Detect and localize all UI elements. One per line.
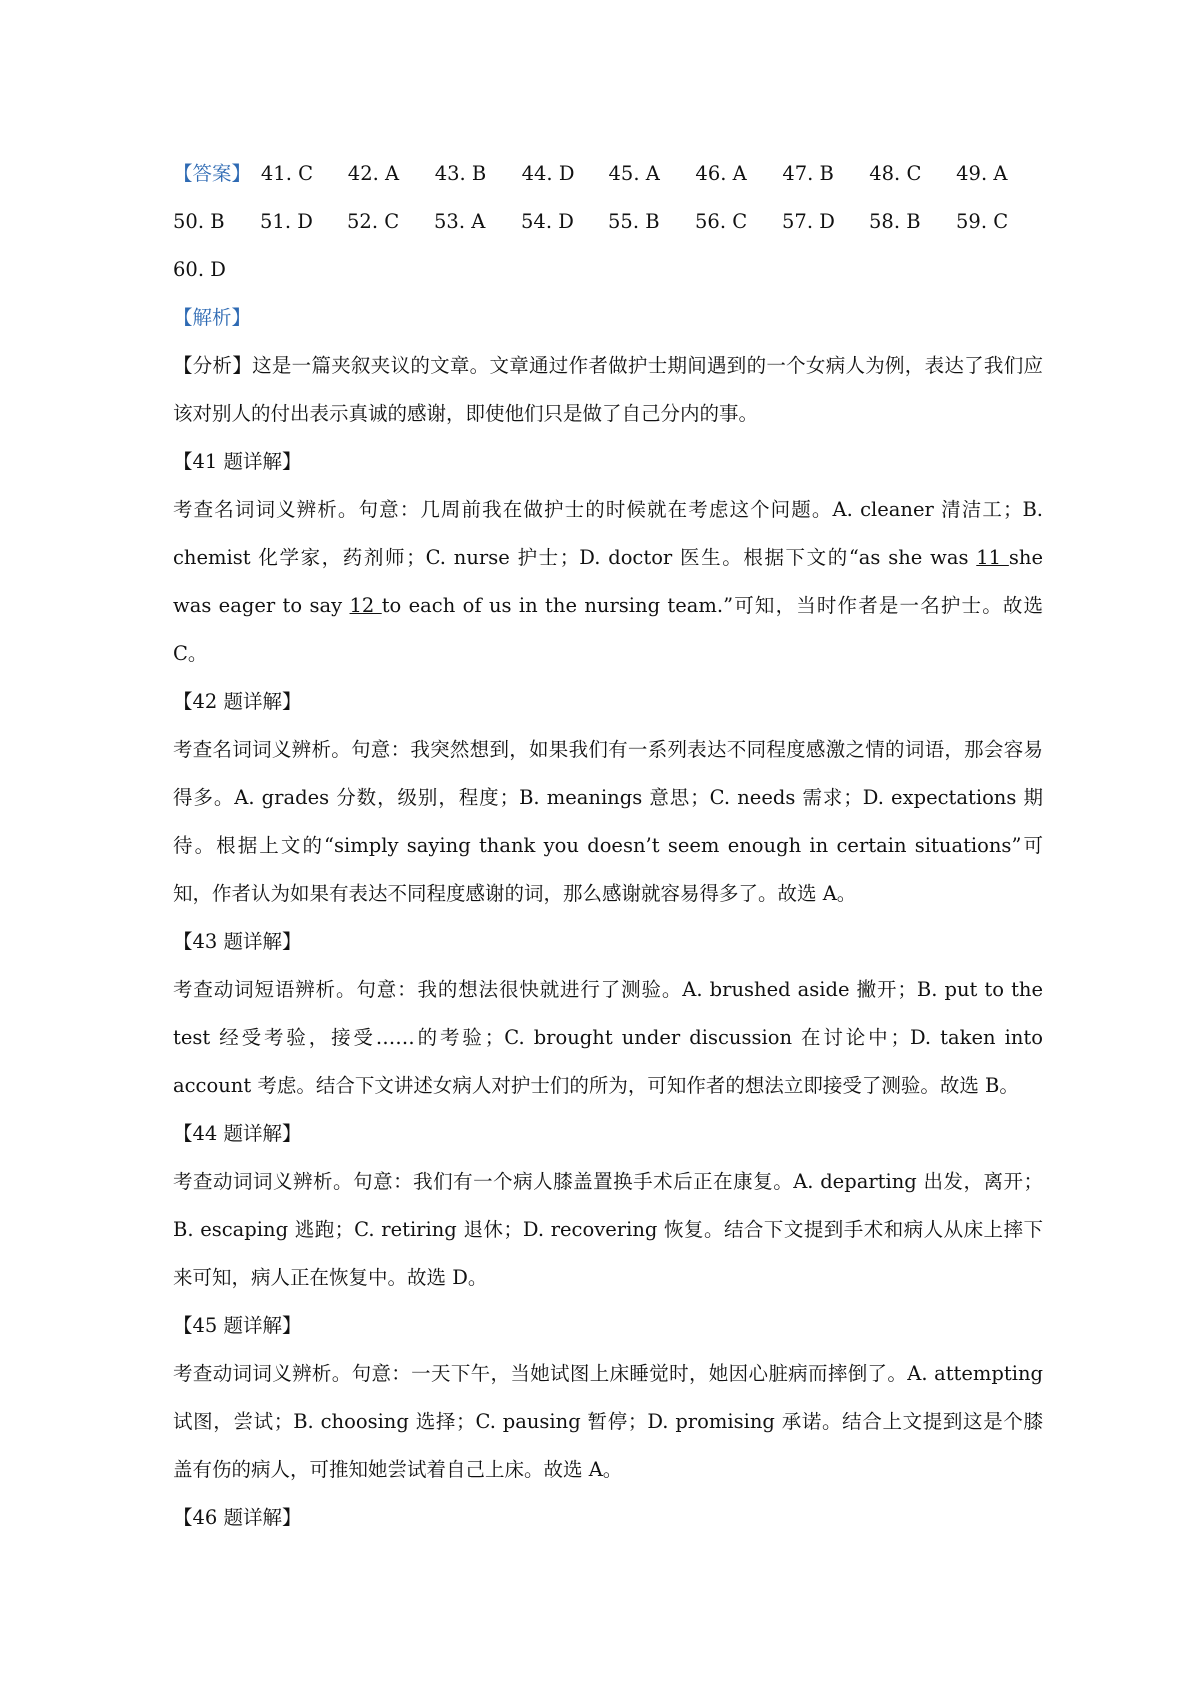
answer-item: 58. B <box>869 210 921 233</box>
summary-text: 这是一篇夹叙夹议的文章。文章通过作者做护士期间遇到的一个女病人为例，表达了我们应该对别人的付出表示真诚的感谢，即使他们只是做了自己分内的事。 <box>173 354 1043 425</box>
q42-paragraph: 考查名词词义辨析。句意：我突然想到，如果我们有一系列表达不同程度感激之情的词语，那会容易得多。A. grades 分数，级别，程度；B. meanings 意思；C. needs 需求；D. expectations 期待。根据上文的“simply saying thank you doesn’t seem enough in certain situations”可知，作者认为如果有表达不同程度感谢的词，那么感谢就容易得多了。故选 A。 <box>173 738 1043 905</box>
answer-item: 41. C <box>260 162 314 185</box>
answer-item: 51. D <box>260 210 313 233</box>
answer-item: 43. B <box>434 162 487 185</box>
answer-row-2 <box>173 198 1043 246</box>
answer-item: 53. A <box>434 210 486 233</box>
answer-item: 57. D <box>782 210 835 233</box>
q45-paragraph: 考查动词词义辨析。句意：一天下午，当她试图上床睡觉时，她因心脏病而摔倒了。A. attempting 试图，尝试；B. choosing 选择；C. pausing 暂停；D. promising 承诺。结合上文提到这是个膝盖有伤的病人，可推知她尝试着自己上床。故选 A。 <box>173 1362 1043 1481</box>
answer-item: 52. C <box>347 210 400 233</box>
summary-label: 【分析】 <box>173 354 253 377</box>
blank-11: 11 <box>976 546 1009 569</box>
answer-label: 【答案】 <box>173 162 252 185</box>
q41-text-c: to each of us in the nursing team.”可知，当时作者是一名护士。故选 C。 <box>173 594 1044 665</box>
q44-paragraph: 考查动词词义辨析。句意：我们有一个病人膝盖置换手术后正在康复。A. departing 出发，离开；B. escaping 逃跑；C. retiring 退休；D. recovering 恢复。结合下文提到手术和病人从床上摔下来可知，病人正在恢复中。故选 D。 <box>173 1170 1043 1289</box>
answer-item: 46. A <box>695 162 747 185</box>
answer-item: 48. C <box>869 162 922 185</box>
answer-item: 60. D <box>173 258 226 281</box>
q43-heading: 【43 题详解】 <box>173 930 302 953</box>
q42-heading: 【42 题详解】 <box>173 690 302 713</box>
answer-item: 47. B <box>782 162 834 185</box>
summary-paragraph <box>173 342 1043 438</box>
q41-paragraph <box>173 486 1043 678</box>
q41-text-b: she was eager to say <box>173 546 1043 617</box>
answer-row-1 <box>173 150 1043 198</box>
answer-item: 45. A <box>608 162 660 185</box>
q41-text-a: 考查名词词义辨析。句意：几周前我在做护士的时候就在考虑这个问题。A. cleaner 清洁工；B. chemist 化学家，药剂师；C. nurse 护士；D. doctor 医生。根据下文的“as she was <box>173 498 1043 569</box>
q46-heading: 【46 题详解】 <box>173 1506 302 1529</box>
blank-12: 12 <box>349 594 382 617</box>
q45-heading: 【45 题详解】 <box>173 1314 302 1337</box>
answer-item: 44. D <box>521 162 575 185</box>
analysis-label: 【解析】 <box>173 306 252 329</box>
answer-item: 50. B <box>173 210 225 233</box>
document-content <box>173 150 1043 1542</box>
answer-item: 55. B <box>608 210 660 233</box>
answer-item: 42. A <box>347 162 400 185</box>
q41-heading: 【41 题详解】 <box>173 450 302 473</box>
answer-item: 56. C <box>695 210 748 233</box>
answer-item: 49. A <box>956 162 1008 185</box>
q44-heading: 【44 题详解】 <box>173 1122 302 1145</box>
answer-item: 59. C <box>956 210 1009 233</box>
q43-paragraph: 考查动词短语辨析。句意：我的想法很快就进行了测验。A. brushed aside 撇开；B. put to the test 经受考验，接受……的考验；C. brought under discussion 在讨论中；D. taken into account 考虑。结合下文讲述女病人对护士们的所为，可知作者的想法立即接受了测验。故选 B。 <box>173 978 1043 1097</box>
answer-item: 54. D <box>521 210 574 233</box>
answer-row-3 <box>173 246 1043 294</box>
